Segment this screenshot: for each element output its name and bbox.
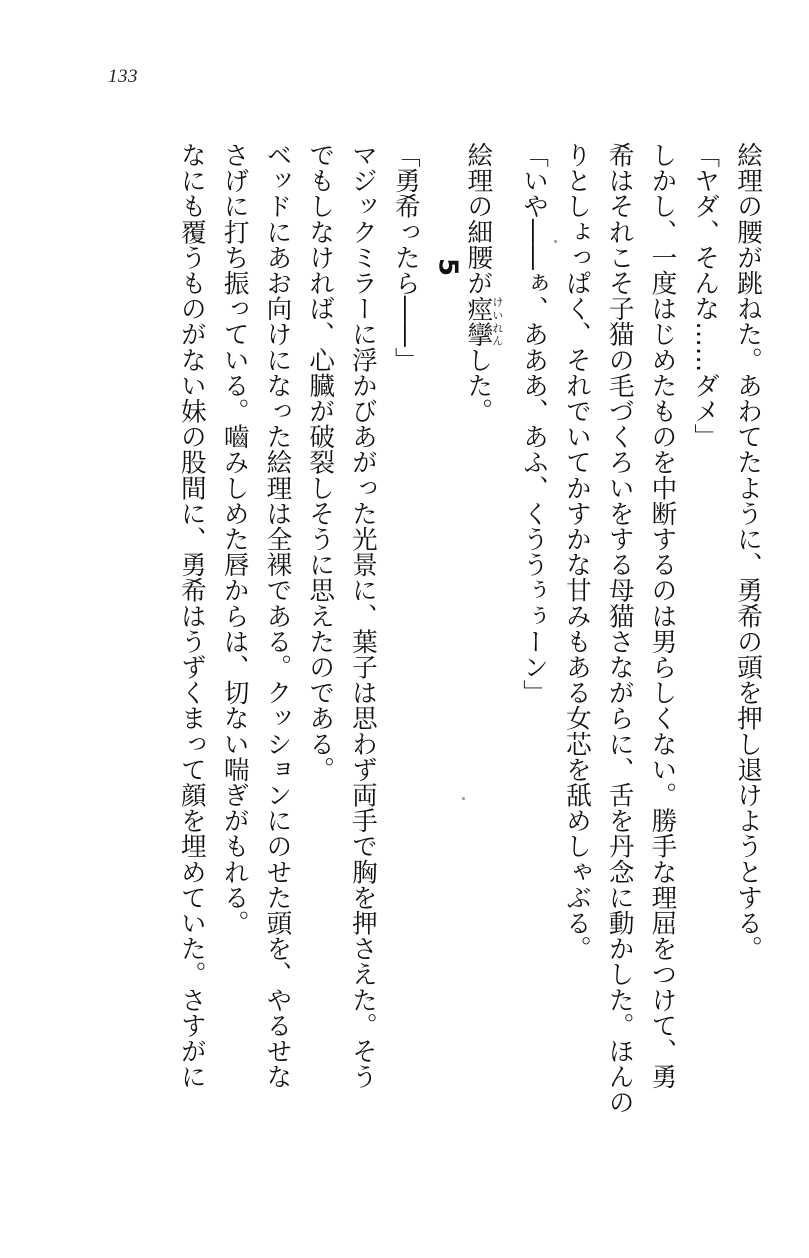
text-column-4: 希はそれこそ子猫の毛づくろいをする母猫さながらに、舌を丹念に動かした。ほんの: [604, 142, 635, 1115]
text-column-7: 絵理の細腰が痙攣けいれんした。: [463, 142, 504, 424]
text-column-5: りとしょっぱく、それでいてかすかな甘みもある女芯を舐めしゃぶる。: [561, 142, 592, 962]
text-column-9: マジックミラーに浮かびあがった光景に、葉子は思わず両手で胸を押さえた。そう: [347, 142, 378, 1090]
chapter-heading: 5: [432, 258, 463, 277]
text-column-13: なにも覆うものがない妹の股間に、勇希はうずくまって顔を埋めていた。さすがに: [176, 142, 207, 1090]
text-column-6: 「いや――ぁ、あああ、あふ、くううぅぅーン」: [519, 142, 550, 706]
text-column-10: でもしなければ、心臓が破裂しそうに思えたのである。: [305, 142, 336, 782]
text-column-2: 「ヤダ、そんな……ダメ」: [690, 142, 721, 450]
text-column-8: 「勇希ったら――」: [390, 142, 421, 373]
print-speckle: [554, 240, 557, 243]
text-column-3: しかし、一度はじめたものを中断するのは男らしくない。勝手な理屈をつけて、勇: [647, 142, 678, 1090]
body-text: [60, 142, 763, 1142]
ruby-annotation: 痙攣けいれん: [463, 295, 504, 347]
page-number: 133: [108, 66, 138, 87]
text-column-12: さげに打ち振っている。嚙みしめた唇からは、切ない喘ぎがもれる。: [219, 142, 250, 936]
text-column-11: ベッドにあお向けになった絵理は全裸である。クッションにのせた頭を、やるせな: [262, 142, 293, 1090]
ruby-reading: けいれん: [490, 295, 504, 347]
print-speckle: [462, 797, 465, 800]
text-column-1: 絵理の腰が跳ねた。あわてたように、勇希の頭を押し退けようとする。: [733, 142, 763, 962]
